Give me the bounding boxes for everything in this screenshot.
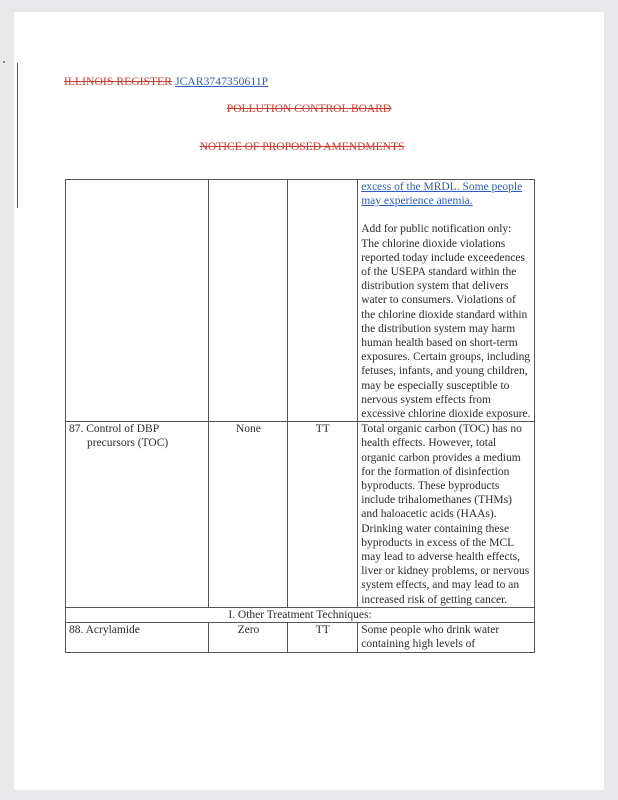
mcl-cell: TT <box>288 422 358 608</box>
contaminant-name: 87. Control of DBP precursors (TOC) <box>69 423 169 450</box>
register-title-struck: ILLINOIS REGISTER <box>64 76 173 88</box>
board-header <box>0 103 618 115</box>
paragraph-gap <box>361 208 531 222</box>
health-effects-cell: Total organic carbon (TOC) has no health effects. However, total organic carbon provides a medium for the formation of disinfection byproducts. These byproducts include trihalomethanes (THMs) and haloacetic acids (HAAs). Drinking water containing these byproducts in excess of the MCL may lead to adverse health effects, liver or kidney problems, or nervous system effects, and may lead to an increased risk of getting cancer. <box>358 422 535 608</box>
table-section-row <box>66 607 535 622</box>
notice-header <box>0 141 604 153</box>
table-row <box>66 422 535 608</box>
mclg-cell: Zero <box>209 623 288 652</box>
public-notification-text: Add for public notification only: The chlorine dioxide violations reported today include exceedences of the USEPA standard within the distribution system that delivers water to consumers. Violations of the chlorine dioxide standard within the distribution system may harm human health based on short-term exposures. Certain groups, including fetuses, infants, and young children, may be especially susceptible to nervous system effects from excessive chlorine dioxide exposure. <box>361 223 531 421</box>
table-row <box>66 623 535 652</box>
mclg-cell: None <box>209 422 288 608</box>
mcl-cell: TT <box>288 623 358 652</box>
contaminant-cell <box>66 180 209 422</box>
contaminant-table <box>65 179 535 653</box>
notice-title-struck: NOTICE OF PROPOSED AMENDMENTS <box>199 141 405 153</box>
board-title-struck: POLLUTION CONTROL BOARD <box>226 103 392 115</box>
revision-margin-bar <box>17 63 18 208</box>
register-header <box>64 76 268 88</box>
table-row <box>66 180 535 422</box>
contaminant-cell <box>66 422 209 608</box>
mclg-cell <box>209 180 288 422</box>
scan-artifact <box>3 61 5 63</box>
contaminant-name: 88. Acrylamide <box>69 624 140 637</box>
section-heading: I. Other Treatment Techniques: <box>66 607 535 622</box>
register-code-inserted: JCAR3747350611P <box>175 76 269 88</box>
inserted-health-text: excess of the MRDL. Some people may experience anemia. <box>361 181 523 208</box>
contaminant-cell <box>66 623 209 652</box>
mcl-cell <box>288 180 358 422</box>
health-effects-cell: Some people who drink water containing high levels of <box>358 623 535 652</box>
health-effects-cell <box>358 180 535 422</box>
